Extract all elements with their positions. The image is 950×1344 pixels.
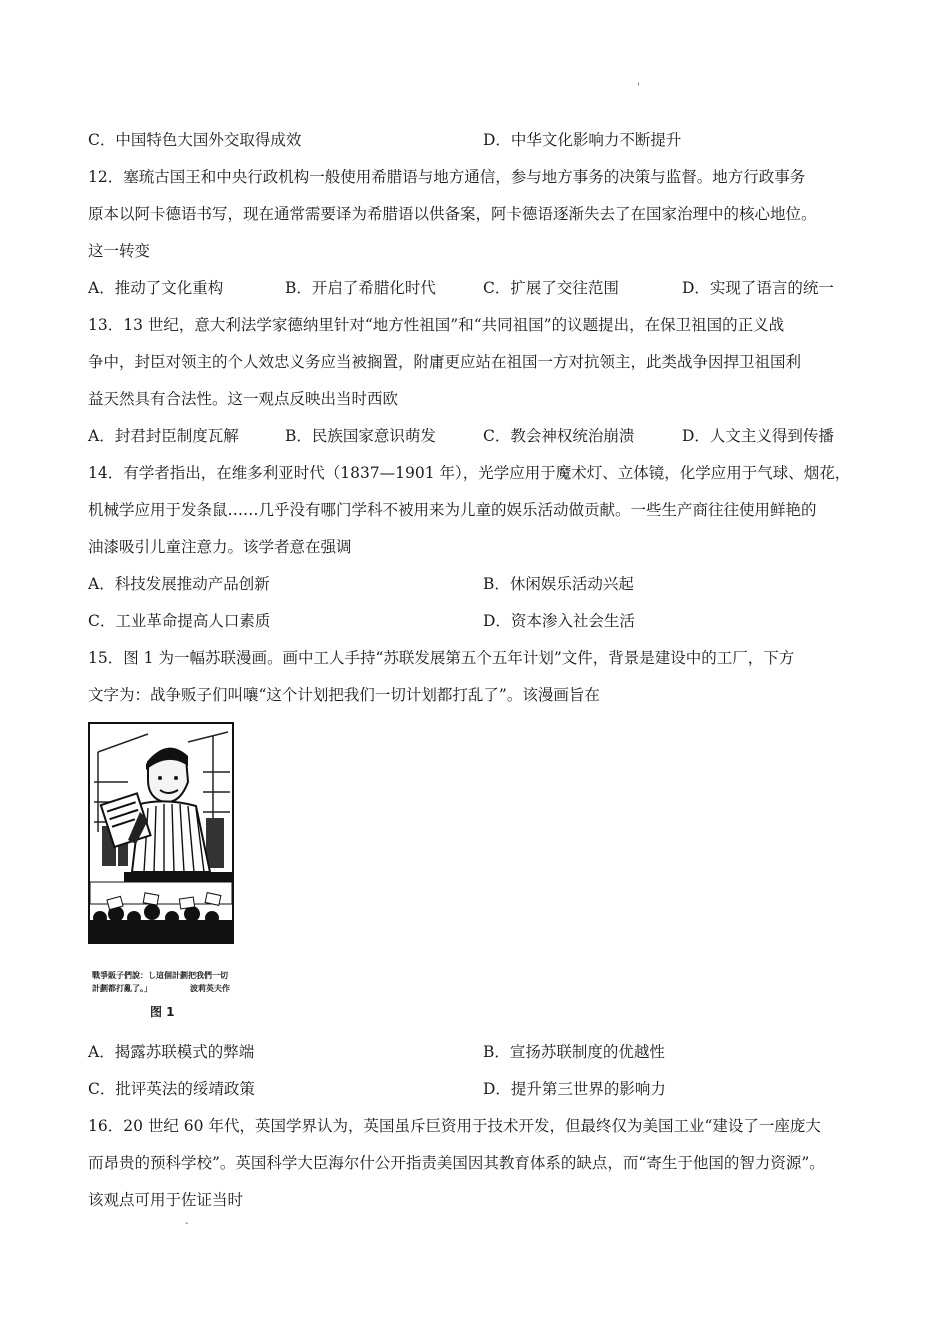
q11-option-d: D．中华文化影响力不断提升 <box>483 131 682 149</box>
q11-option-c: C．中国特色大国外交取得成效 <box>88 131 302 149</box>
q13-stem-line-3: 益天然具有合法性。这一观点反映出当时西欧 <box>88 390 399 408</box>
q15-option-b: B．宣扬苏联制度的优越性 <box>483 1043 665 1061</box>
q12-option-c: C．扩展了交往范围 <box>483 279 619 297</box>
q16-stem-line-2: 而昂贵的预科学校”。英国科学大臣海尔什公开指责美国因其教育体系的缺点，而“寄生于他国的智力资源”。 <box>88 1154 825 1172</box>
q14-option-d: D．资本渗入社会生活 <box>483 612 635 630</box>
q12-stem-line-1: 12．塞琉古国王和中央行政机构一般使用希腊语与地方通信，参与地方事务的决策与监督。地方行政事务 <box>88 168 806 186</box>
footer-mark: - <box>185 1218 189 1229</box>
soviet-cartoon-figure <box>88 722 234 944</box>
q14-stem-line-2: 机械学应用于发条鼠……几乎没有哪门学科不被用来为儿童的娱乐活动做贡献。一些生产商往往使用鲜艳的 <box>88 501 817 519</box>
q15-stem-line-1: 15．图 1 为一幅苏联漫画。画中工人手持“苏联发展第五个五年计划”文件，背景是建设中的工厂，下方 <box>88 649 795 667</box>
q14-option-b: B．休闲娱乐活动兴起 <box>483 575 634 593</box>
q14-stem-line-3: 油漆吸引儿童注意力。该学者意在强调 <box>88 538 352 556</box>
q15-option-d: D．提升第三世界的影响力 <box>483 1080 666 1098</box>
q15-stem-line-2: 文字为：战争贩子们叫嚷“这个计划把我们一切计划都打乱了”。该漫画旨在 <box>88 686 600 704</box>
cartoon-illustration <box>88 722 234 944</box>
figure-caption-author: 波莉英夫作 <box>190 984 230 993</box>
q13-stem-line-2: 争中，封臣对领主的个人效忠义务应当被搁置，附庸更应站在祖国一方对抗领主，此类战争因捍卫祖国利 <box>88 353 802 371</box>
figure-caption-line-2: 計劃都打亂了。」 <box>92 984 152 993</box>
q13-stem-line-1: 13．13 世纪，意大利法学家德纳里针对“地方性祖国”和“共同祖国”的议题提出，在保卫祖国的正义战 <box>88 316 785 334</box>
q16-stem-line-3: 该观点可用于佐证当时 <box>88 1191 244 1209</box>
q13-option-a: A．封君封臣制度瓦解 <box>88 427 239 445</box>
q14-option-c: C．工业革命提高人口素质 <box>88 612 271 630</box>
q12-stem-line-3: 这一转变 <box>88 242 151 260</box>
q12-option-d: D．实现了语言的统一 <box>682 279 834 297</box>
figure-label: 图 1 <box>150 1005 175 1019</box>
q13-option-d: D．人文主义得到传播 <box>682 427 834 445</box>
q13-option-b: B．民族国家意识萌发 <box>285 427 436 445</box>
q15-option-a: A．揭露苏联模式的弊端 <box>88 1043 255 1061</box>
q15-option-c: C．批评英法的绥靖政策 <box>88 1080 255 1098</box>
q16-stem-line-1: 16．20 世纪 60 年代，英国学界认为，英国虽斥巨资用于技术开发，但最终仅为美国工业“建设了一座庞大 <box>88 1117 821 1135</box>
q13-option-c: C．教会神权统治崩溃 <box>483 427 635 445</box>
q12-option-a: A．推动了文化重构 <box>88 279 224 297</box>
figure-caption-line-1: 戰爭販子們說：し這個計劃把我們一切 <box>92 971 228 980</box>
q14-stem-line-1: 14．有学者指出，在维多利亚时代（1837—1901 年），光学应用于魔术灯、立体镜，化学应用于气球、烟花， <box>88 464 851 482</box>
header-mark: ' <box>637 82 640 93</box>
q12-stem-line-2: 原本以阿卡德语书写，现在通常需要译为希腊语以供备案，阿卡德语逐渐失去了在国家治理中的核心地位。 <box>88 205 817 223</box>
q14-option-a: A．科技发展推动产品创新 <box>88 575 270 593</box>
q12-option-b: B．开启了希腊化时代 <box>285 279 436 297</box>
